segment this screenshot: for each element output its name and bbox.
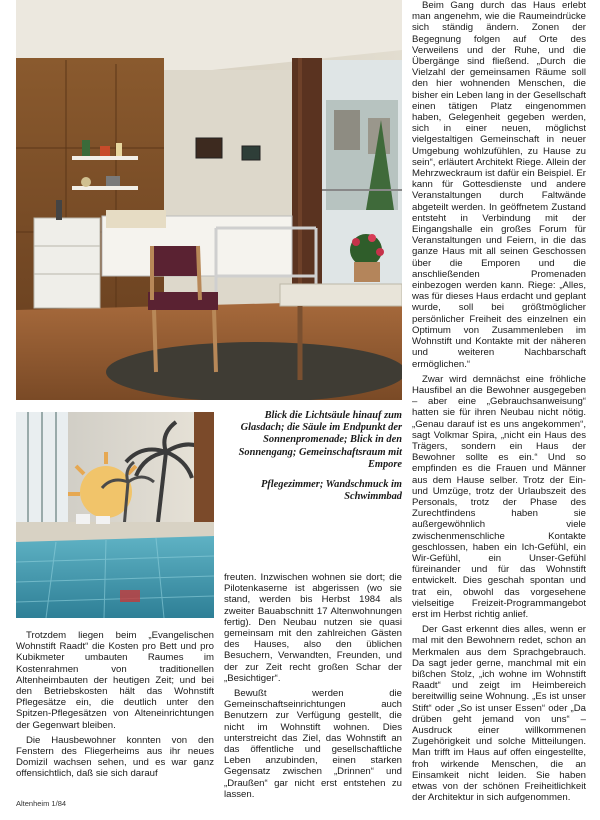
article-paragraph: Die Hausbewohner konnten von den Fenstern des Fliegerheims aus ihr neues Domizil wachsen sehen, und es war ganz offensichtlich, daß sie sich darauf — [16, 734, 214, 780]
page-footer: Altenheim 1/84 — [16, 799, 67, 808]
nursing-room-photo — [16, 0, 402, 400]
photo-captions — [224, 410, 402, 511]
article-paragraph: Zwar wird demnächst eine fröhliche Hausfibel an die Bewohner ausgegeben – aber eine „Gebrauchsanweisung“ hatten sie für ihren Neubau nicht nötig. „Genau darauf ist es uns angekommen“, sagt Volkmar Spira, „nicht ein Haus des Trägers, sondern ein Haus der Bewohner sollte es ein.“ Und so empfinden es die Frauen und Männer aus dem Hause selber. Trotz der Ein- und Umzüge, trotz der Urlaubszeit des Personals, trotz der Phase des Zurechtfindens haben sie außergewöhnlich viele zwischenmenschliche Kontakte geschlossen, haben ein Ich-Gefühl, ein Wir-Gefühl, ein Unser-Gefühl füreinander und für das Wohnstift entwickelt. Dies geschah spontan und trat ein, obwohl das vorgesehene vielseitige Freizeit-Programmangebot erst im Herbst richtig anlief. — [412, 373, 586, 620]
article-column-left — [16, 630, 214, 784]
article-paragraph: Trotzdem liegen beim „Evangelischen Wohnstift Raadt“ die Kosten pro Bett und pro Kubikmeter umbauten Raumes im Kostenrahmen von traditionellen Altenheimbauten der heutigen Zeit; und bei den Betriebskosten hält das Wohnstift Pflegesätze ein, die deutlich unter den Spitzen-Pflegesätzen von Alteneinrichtungen der Gegenwart bleiben. — [16, 630, 214, 731]
article-paragraph: freuten. Inzwischen wohnen sie dort; die Pilotenkaserne ist abgerissen (wo sie stand, werden bis Herbst 1984 als zweiter Bauabschnitt 17 Altenwohnungen fertig). Den Neubau nutzen sie quasi gemeinsam mit den zahlreichen Gästen des Hauses, also den üblichen Besuchern, Verwandten, Freunden, und der zur Zeit recht großen Schar der „Besichtiger“. — [224, 572, 402, 684]
caption-second: Pflegezimmer; Wandschmuck im Schwimmbad — [260, 479, 402, 503]
swimming-pool-photo — [16, 412, 214, 618]
caption-first: Blick die Lichtsäule hinauf zum Glasdach; die Säule im Endpunkt der Sonnenpromenade; Blick in den Sonnengang; Gemeinschaftsraum mit Empore — [238, 410, 402, 470]
article-paragraph: Beim Gang durch das Haus erlebt man angenehm, wie die Raumeindrücke sich ständig ändern. Zonen der Begegnung folgen auf Orte des Verweilens und der Ruhe, und die Übergänge sind fließend. „Durch die Vielzahl der gemeinsamen Räume soll den hier wohnenden Menschen, die bisher ein Leben lang in der Gesellschaft einen tätigen Platz eingenommen haben, Gelegenheit gegeben werden, sich in einer neuen, möglichst vielgestaltigen Gemeinschaft in neuer Umgebung wohlzufühlen, zu Hause zu sein“, erläutert Architekt Riege. Allein der Mehrzweckraum ist dafür ein Beispiel. Er kann für Gottesdienste und andere Veranstaltungen durch Faltwände abgeteilt werden. In geöffnetem Zustand entsteht in Verbindung mit der Eingangshalle ein großes Forum für Veranstaltungen und Feiern, in die das ganze Haus mit all seinen Geschossen über die Emporen und die anschließenden Promenaden einbezogen werden kann. Riege: „Alles, was für dieses Haus erdacht und geplant wurde, soll bei größtmöglicher persönlicher Freiheit des einzelnen ein Optimum von Zusammenleben im Wohnstift und Kontakte mit der näheren und weiteren Nachbarschaft ermöglichen.“ — [412, 0, 586, 370]
article-column-middle — [224, 572, 402, 804]
article-column-right — [412, 0, 586, 807]
article-paragraph: Der Gast erkennt dies alles, wenn er mal mit den Bewohnern redet, schon an Merkmalen aus dem Sprachgebrauch. Da sagt jeder gerne, manchmal mit ein bißchen Stolz, „ich wohne im Wohnstift Raadt“ und zeigt im Heimbereich bereitwillig seine Wohnung. „Es ist unser Stift“ oder „So ist unser Essen“ oder „Da drüben geht jemand von uns“ – Ausdruck einer willkommenen Zugehörigkeit und solche Mitteilungen. Man trifft im Haus auf offen eingestellte, froh wirkende Menschen, die an Einsamkeit nicht leiden. Sie haben etwas von der schönen Freiheitlichkeit der Architektur in sich aufgenommen. — [412, 624, 586, 804]
article-paragraph: Bewußt werden die Gemeinschaftseinrichtungen auch Benutzern zur Verfügung gestellt, die nicht im Wohnstift wohnen. Dies unterstreicht das Ziel, das Wohnstift an das öffentliche und gesellschaftliche Leben anzubinden, einen starken Gegensatz zwischen „Drinnen“ und „Draußen“ gar nicht erst entstehen zu lassen. — [224, 688, 402, 800]
